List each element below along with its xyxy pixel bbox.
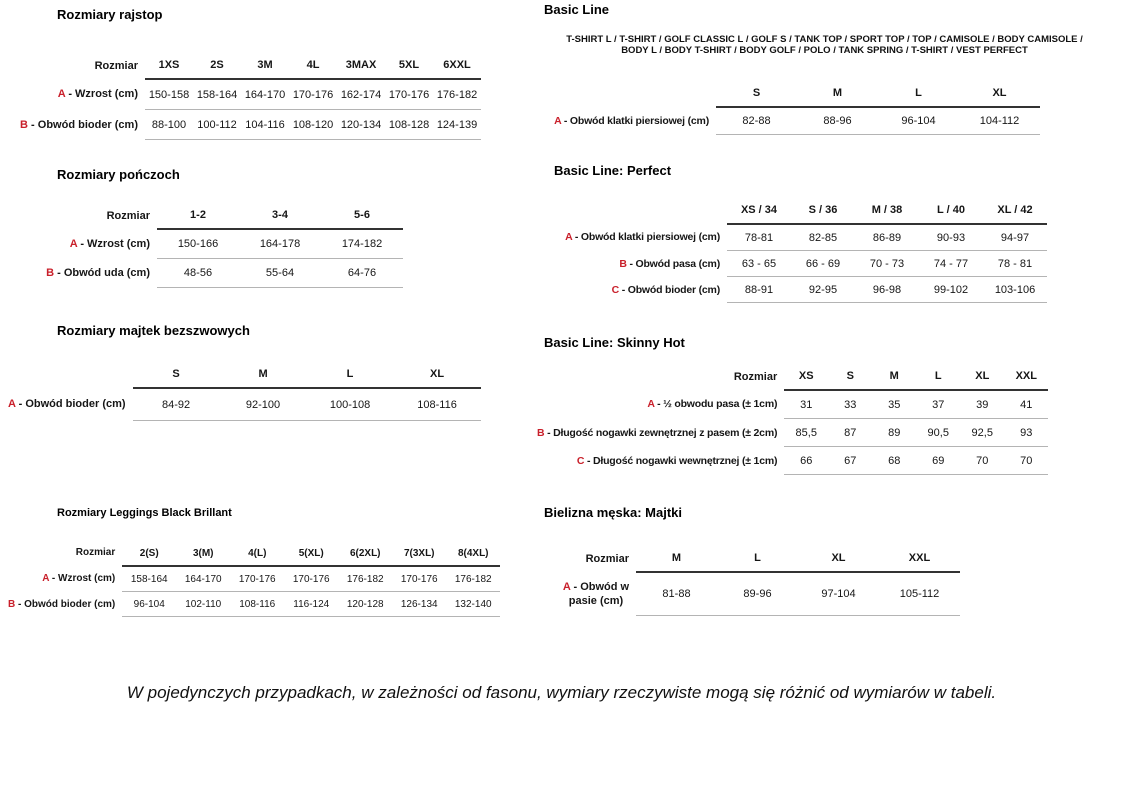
size-cell: 78-81 bbox=[727, 224, 791, 251]
section-title: Rozmiary Leggings Black Brillant bbox=[57, 507, 232, 519]
column-header: XS / 34 bbox=[727, 204, 791, 224]
section-title: Rozmiary rajstop bbox=[57, 7, 163, 22]
size-cell: 99-102 bbox=[919, 277, 983, 303]
table-row bbox=[547, 224, 1047, 251]
size-cell: 82-88 bbox=[716, 107, 797, 135]
size-cell: 108-116 bbox=[394, 388, 481, 421]
row-label: B - Obwód bioder (cm) bbox=[20, 118, 138, 131]
size-cell: 150-166 bbox=[157, 229, 239, 259]
size-cell: 89-96 bbox=[717, 572, 798, 616]
section-ponczoch bbox=[5, 167, 403, 288]
measure-letter: B bbox=[8, 598, 16, 610]
column-header: XL bbox=[394, 368, 481, 388]
corner-size-label: Rozmiar bbox=[106, 210, 150, 222]
section-title: Basic Line: Skinny Hot bbox=[544, 335, 685, 350]
row-label: A - Obwód klatki piersiowej (cm) bbox=[554, 114, 709, 127]
corner-size-label bbox=[547, 204, 727, 224]
size-table-container bbox=[547, 204, 1047, 303]
size-cell: 88-91 bbox=[727, 277, 791, 303]
size-cell: 86-89 bbox=[855, 224, 919, 251]
size-cell: 132-140 bbox=[446, 592, 500, 617]
size-cell: 96-98 bbox=[855, 277, 919, 303]
corner-size-label: Rozmiar bbox=[585, 553, 629, 565]
size-cell: 164-170 bbox=[176, 566, 230, 592]
measure-letter: B bbox=[619, 257, 627, 270]
row-label: A - ½ obwodu pasa (± 1cm) bbox=[647, 398, 778, 411]
size-cell: 158-164 bbox=[122, 566, 176, 592]
measure-letter: A bbox=[565, 231, 573, 244]
size-table bbox=[8, 368, 481, 421]
size-cell: 120-128 bbox=[338, 592, 392, 617]
table-row bbox=[5, 79, 481, 110]
table-row bbox=[5, 229, 403, 259]
size-cell: 88-100 bbox=[145, 110, 193, 140]
size-cell: 162-174 bbox=[337, 79, 385, 110]
column-header: L / 40 bbox=[919, 204, 983, 224]
corner-size-label: Rozmiar bbox=[733, 371, 778, 383]
corner-size-label: Rozmiar bbox=[75, 547, 116, 558]
table-row bbox=[547, 277, 1047, 303]
size-cell: 158-164 bbox=[193, 79, 241, 110]
measure-letter: A bbox=[42, 573, 50, 585]
size-cell: 41 bbox=[1004, 390, 1048, 419]
measure-letter: A bbox=[562, 580, 571, 593]
section-basic-line bbox=[544, 2, 1097, 135]
column-header: 4(L) bbox=[230, 547, 284, 566]
size-table bbox=[544, 87, 1040, 135]
header-row bbox=[544, 87, 1040, 107]
size-table bbox=[8, 547, 500, 617]
size-cell: 48-56 bbox=[157, 259, 239, 288]
column-header: XL bbox=[798, 552, 879, 572]
column-header: XL bbox=[960, 370, 1004, 390]
size-cell: 31 bbox=[784, 390, 828, 419]
size-cell: 68 bbox=[872, 447, 916, 475]
column-header: 1XS bbox=[145, 59, 193, 79]
size-cell: 108-120 bbox=[289, 110, 337, 140]
table-row bbox=[537, 419, 1048, 447]
row-label: C - Obwód bioder (cm) bbox=[611, 283, 720, 296]
size-cell: 170-176 bbox=[230, 566, 284, 592]
column-header: 5-6 bbox=[321, 209, 403, 229]
column-header: 1-2 bbox=[157, 209, 239, 229]
size-cell: 37 bbox=[916, 390, 960, 419]
corner-size-label bbox=[8, 368, 133, 388]
row-label: A - Obwód bioder (cm) bbox=[8, 398, 126, 411]
size-cell: 176-182 bbox=[446, 566, 500, 592]
column-header: S bbox=[716, 87, 797, 107]
size-table bbox=[547, 204, 1047, 303]
corner-size-label: Rozmiar bbox=[94, 60, 138, 72]
size-cell: 35 bbox=[872, 390, 916, 419]
size-cell: 89 bbox=[872, 419, 916, 447]
size-cell: 174-182 bbox=[321, 229, 403, 259]
column-header: M bbox=[220, 368, 307, 388]
size-cell: 104-112 bbox=[959, 107, 1040, 135]
section-title: Bielizna męska: Majtki bbox=[544, 505, 682, 520]
section-basic-line-skinny-hot bbox=[537, 335, 1048, 475]
header-row bbox=[5, 59, 481, 79]
section-basic-line-perfect bbox=[547, 163, 1047, 303]
size-cell: 170-176 bbox=[284, 566, 338, 592]
size-cell: 164-178 bbox=[239, 229, 321, 259]
size-cell: 81-88 bbox=[636, 572, 717, 616]
size-cell: 66 - 69 bbox=[791, 251, 855, 277]
size-cell: 170-176 bbox=[385, 79, 433, 110]
size-cell: 74 - 77 bbox=[919, 251, 983, 277]
column-header: 5XL bbox=[385, 59, 433, 79]
size-table-container bbox=[537, 370, 1048, 475]
column-header: S bbox=[133, 368, 220, 388]
column-header: L bbox=[307, 368, 394, 388]
measure-letter: C bbox=[576, 454, 585, 467]
header-row bbox=[556, 552, 960, 572]
row-label: B - Obwód bioder (cm) bbox=[8, 598, 116, 610]
size-cell: 70 bbox=[960, 447, 1004, 475]
size-cell: 63 - 65 bbox=[727, 251, 791, 277]
column-header: XL bbox=[959, 87, 1040, 107]
size-cell: 64-76 bbox=[321, 259, 403, 288]
size-cell: 82-85 bbox=[791, 224, 855, 251]
size-cell: 84-92 bbox=[133, 388, 220, 421]
size-cell: 94-97 bbox=[983, 224, 1047, 251]
header-row bbox=[5, 209, 403, 229]
size-cell: 33 bbox=[828, 390, 872, 419]
size-table-container bbox=[556, 552, 960, 616]
column-header: XL / 42 bbox=[983, 204, 1047, 224]
size-cell: 39 bbox=[960, 390, 1004, 419]
size-cell: 100-112 bbox=[193, 110, 241, 140]
size-cell: 176-182 bbox=[433, 79, 481, 110]
column-header: M bbox=[797, 87, 878, 107]
size-cell: 70 bbox=[1004, 447, 1048, 475]
size-table bbox=[5, 209, 403, 288]
size-table bbox=[537, 370, 1048, 475]
row-label: B - Obwód pasa (cm) bbox=[619, 257, 720, 270]
size-cell: 96-104 bbox=[122, 592, 176, 617]
column-header: 8(4XL) bbox=[446, 547, 500, 566]
section-bielizna-meska-majtki bbox=[544, 505, 960, 616]
column-header: 3-4 bbox=[239, 209, 321, 229]
measure-letter: A bbox=[554, 114, 562, 127]
size-cell: 78 - 81 bbox=[983, 251, 1047, 277]
size-cell: 170-176 bbox=[289, 79, 337, 110]
measure-letter: A bbox=[647, 398, 655, 411]
row-label: A - Obwód klatki piersiowej (cm) bbox=[565, 231, 720, 244]
measure-letter: A bbox=[69, 237, 78, 250]
column-header: L bbox=[717, 552, 798, 572]
size-table-container bbox=[5, 209, 403, 288]
row-label: A - Wzrost (cm) bbox=[42, 573, 116, 585]
table-row bbox=[556, 572, 960, 616]
column-header: 7(3XL) bbox=[392, 547, 446, 566]
size-cell: 103-106 bbox=[983, 277, 1047, 303]
size-cell: 176-182 bbox=[338, 566, 392, 592]
size-cell: 90,5 bbox=[916, 419, 960, 447]
size-cell: 164-170 bbox=[241, 79, 289, 110]
row-label: C - Długość nogawki wewnętrznej (± 1cm) bbox=[576, 454, 778, 467]
section-title: Basic Line bbox=[544, 2, 610, 17]
section-leggings bbox=[8, 507, 500, 617]
size-cell: 66 bbox=[784, 447, 828, 475]
column-header: 2(S) bbox=[122, 547, 176, 566]
section-title: Rozmiary pończoch bbox=[57, 167, 180, 182]
header-row bbox=[537, 370, 1048, 390]
size-cell: 96-104 bbox=[878, 107, 959, 135]
section-rajstop bbox=[5, 7, 481, 140]
size-cell: 85,5 bbox=[784, 419, 828, 447]
table-row bbox=[547, 251, 1047, 277]
size-table-container bbox=[544, 87, 1097, 135]
size-cell: 97-104 bbox=[798, 572, 879, 616]
product-list-subtitle: T-SHIRT L / T-SHIRT / GOLF CLASSIC L / GOLF S / TANK TOP / SPORT TOP / TOP / CAMISOLE / BODY CAMISOLE / BODY L / BODY T-SHIRT / BODY GOLF / POLO / TANK SPRING / T-SHIRT / VEST PERFECT bbox=[566, 34, 1083, 56]
size-cell: 70 - 73 bbox=[855, 251, 919, 277]
measure-letter: B bbox=[20, 118, 28, 131]
row-label: B - Obwód uda (cm) bbox=[46, 267, 150, 279]
table-row bbox=[537, 447, 1048, 475]
row-label: B - Długość nogawki zewnętrznej z pasem (± 2cm) bbox=[537, 426, 778, 439]
size-table-container bbox=[8, 547, 500, 617]
column-header: 2S bbox=[193, 59, 241, 79]
size-cell: 92-100 bbox=[220, 388, 307, 421]
column-header: M bbox=[872, 370, 916, 390]
size-cell: 116-124 bbox=[284, 592, 338, 617]
column-header: S / 36 bbox=[791, 204, 855, 224]
table-row bbox=[8, 592, 500, 617]
section-title: Basic Line: Perfect bbox=[554, 163, 672, 178]
row-label: A - Obwód w pasie (cm) bbox=[562, 580, 630, 607]
size-cell: 92-95 bbox=[791, 277, 855, 303]
column-header: S bbox=[828, 370, 872, 390]
size-table-container bbox=[5, 59, 481, 140]
column-header: XXL bbox=[879, 552, 960, 572]
column-header: 6XXL bbox=[433, 59, 481, 79]
column-header: 4L bbox=[289, 59, 337, 79]
size-cell: 90-93 bbox=[919, 224, 983, 251]
size-cell: 105-112 bbox=[879, 572, 960, 616]
section-title: Rozmiary majtek bezszwowych bbox=[57, 323, 250, 338]
size-cell: 88-96 bbox=[797, 107, 878, 135]
disclaimer-note: W pojedynczych przypadkach, w zależności od fasonu, wymiary rzeczywiste mogą się różnić od wymiarów w tabeli. bbox=[126, 683, 997, 702]
size-cell: 93 bbox=[1004, 419, 1048, 447]
table-row bbox=[8, 566, 500, 592]
column-header: 5(XL) bbox=[284, 547, 338, 566]
row-label: A - Wzrost (cm) bbox=[57, 88, 138, 101]
column-header: M / 38 bbox=[855, 204, 919, 224]
column-header: XS bbox=[784, 370, 828, 390]
section-majtek bbox=[8, 323, 481, 421]
size-table bbox=[556, 552, 960, 616]
measure-letter: B bbox=[46, 267, 55, 279]
size-cell: 87 bbox=[828, 419, 872, 447]
size-cell: 69 bbox=[916, 447, 960, 475]
size-cell: 126-134 bbox=[392, 592, 446, 617]
size-cell: 102-110 bbox=[176, 592, 230, 617]
row-label: A - Wzrost (cm) bbox=[69, 237, 150, 250]
header-row bbox=[547, 204, 1047, 224]
size-cell: 124-139 bbox=[433, 110, 481, 140]
column-header: L bbox=[916, 370, 960, 390]
size-cell: 92,5 bbox=[960, 419, 1004, 447]
size-cell: 120-134 bbox=[337, 110, 385, 140]
corner-size-label bbox=[544, 87, 716, 107]
size-table-container bbox=[8, 368, 481, 421]
column-header: M bbox=[636, 552, 717, 572]
header-row bbox=[8, 368, 481, 388]
size-cell: 170-176 bbox=[392, 566, 446, 592]
size-cell: 100-108 bbox=[307, 388, 394, 421]
size-cell: 104-116 bbox=[241, 110, 289, 140]
header-row bbox=[8, 547, 500, 566]
column-header: 3M bbox=[241, 59, 289, 79]
size-cell: 150-158 bbox=[145, 79, 193, 110]
table-row bbox=[5, 259, 403, 288]
table-row bbox=[8, 388, 481, 421]
measure-letter: C bbox=[611, 283, 619, 296]
measure-letter: A bbox=[8, 398, 16, 411]
size-cell: 108-128 bbox=[385, 110, 433, 140]
column-header: 3(M) bbox=[176, 547, 230, 566]
size-cell: 67 bbox=[828, 447, 872, 475]
column-header: 6(2XL) bbox=[338, 547, 392, 566]
table-row bbox=[544, 107, 1040, 135]
size-cell: 108-116 bbox=[230, 592, 284, 617]
size-cell: 55-64 bbox=[239, 259, 321, 288]
column-header: XXL bbox=[1004, 370, 1048, 390]
table-row bbox=[537, 390, 1048, 419]
measure-letter: A bbox=[57, 88, 66, 101]
column-header: L bbox=[878, 87, 959, 107]
column-header: 3MAX bbox=[337, 59, 385, 79]
measure-letter: B bbox=[537, 426, 545, 439]
table-row bbox=[5, 110, 481, 140]
size-table bbox=[5, 59, 481, 140]
